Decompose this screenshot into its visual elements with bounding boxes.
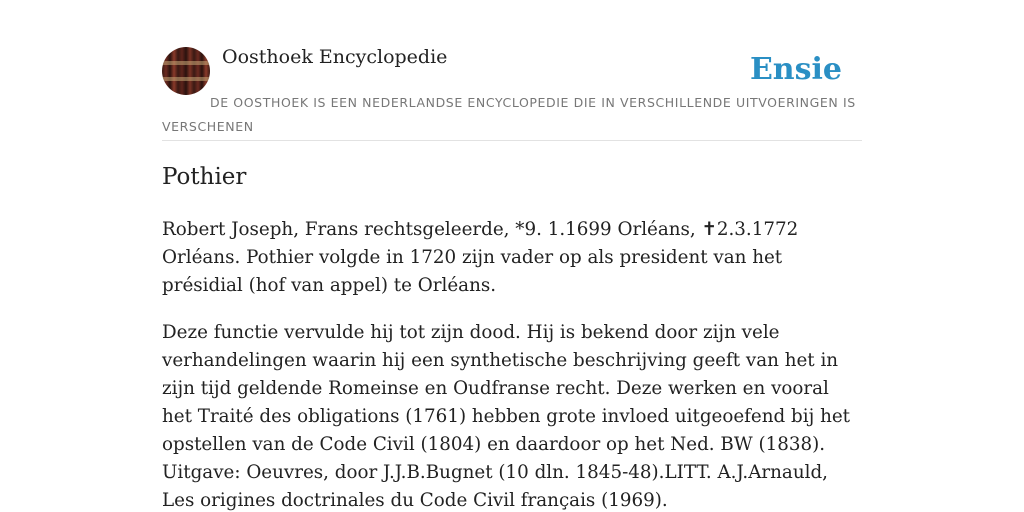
site-title[interactable]: Oosthoek Encyclopedie (222, 46, 448, 68)
tagline: DE OOSTHOEK IS EEN NEDERLANDSE ENCYCLOPEDIE DIE IN VERSCHILLENDE UITVOERINGEN IS VERSCHENEN (162, 95, 856, 134)
article-paragraph: Robert Joseph, Frans rechtsgeleerde, *9. 1.1699 Orléans, ✝2.3.1772 Orléans. Pothier volgde in 1720 zijn vader op als president van het présidial (hof van appel) te Orléans. (162, 219, 799, 296)
article-paragraph: Deze functie vervulde hij tot zijn dood. Hij is bekend door zijn vele verhandelingen waarin hij een synthetische beschrijving geeft van het in zijn tijd geldende Romeinse en Oudfranse recht. Deze werken en vooral het Traité des obligations (1761) hebben grote invloed uitgeoefend bij het opstellen van de Code Civil (1804) en daardoor op het Ned. BW (1838). Uitgave: Oeuvres, door J.J.B.Bugnet (10 dln. 1845-48).LITT. A.J.Arnauld, Les origines doctrinales du Code Civil français (1969). (162, 322, 851, 511)
page-title: Pothier (162, 164, 247, 190)
avatar-band (162, 77, 210, 81)
page-container (162, 0, 862, 511)
avatar-band (162, 61, 210, 65)
header (162, 0, 862, 141)
brand-logo[interactable]: Ensie (749, 52, 842, 87)
encyclopedia-avatar-icon[interactable] (162, 47, 210, 95)
